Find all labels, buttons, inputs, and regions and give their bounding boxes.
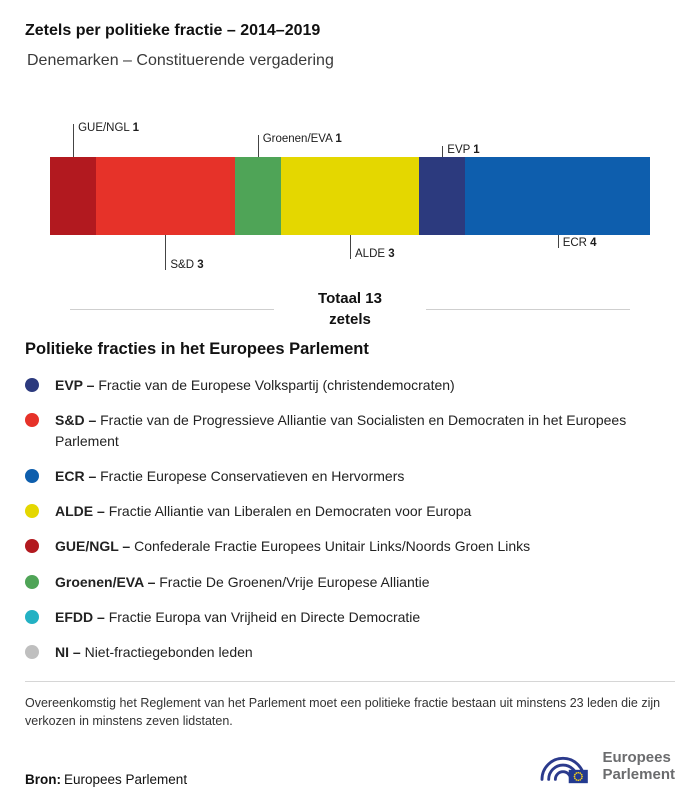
- callout-ecr: [558, 235, 597, 249]
- legend-color-dot: [25, 645, 39, 659]
- legend-color-dot: [25, 610, 39, 624]
- footnote: Overeenkomstig het Reglement van het Parlement moet een politieke fractie bestaan uit minstens 23 leden die zijn verkozen in minstens zeven lidstaten.: [25, 681, 675, 732]
- legend-item: [25, 501, 675, 521]
- europees-parlement-logo: [534, 745, 675, 787]
- bar-segment-gue-ngl: [50, 157, 96, 235]
- legend-item: [25, 375, 675, 395]
- total-rule-left: [70, 309, 274, 310]
- legend-color-dot: [25, 413, 39, 427]
- page-title: Zetels per politieke fractie – 2014–2019: [25, 22, 321, 39]
- chart-area: [50, 120, 650, 272]
- logo-line1: Europees: [602, 748, 671, 766]
- total-line2: zetels: [329, 311, 371, 328]
- segment-label-s-d: S&D 3: [170, 259, 204, 271]
- segment-label-alde: ALDE 3: [355, 248, 395, 260]
- segment-label-gue-ngl: GUE/NGL 1: [78, 122, 139, 134]
- logo-wordmark: [602, 749, 675, 784]
- bar-segment-groenen-eva: [235, 157, 281, 235]
- legend-item: [25, 572, 675, 592]
- total-seats: [70, 288, 630, 330]
- legend-item-text: ECR – Fractie Europese Conservatieven en Hervormers: [55, 467, 405, 484]
- total-rule-right: [426, 309, 630, 310]
- legend-item-text: S&D – Fractie van de Progressieve Alliantie van Socialisten en Democraten in het Europees Parlement: [55, 412, 627, 449]
- legend-item-text: NI – Niet-fractiegebonden leden: [55, 644, 253, 661]
- source-value: Europees Parlement: [64, 772, 188, 787]
- legend-item-text: GUE/NGL – Confederale Fractie Europees Unitair Links/Noords Groen Links: [55, 538, 531, 555]
- legend-item-text: EFDD – Fractie Europa van Vrijheid en Directe Democratie: [55, 609, 421, 626]
- legend-item-text: Groenen/EVA – Fractie De Groenen/Vrije Europese Alliantie: [55, 573, 430, 590]
- bar-segment-s-d: [96, 157, 234, 235]
- total-line1: Totaal 13: [318, 290, 382, 307]
- segment-label-groenen-eva: Groenen/EVA 1: [262, 133, 342, 145]
- bottom-row: [25, 745, 675, 787]
- legend-item: [25, 536, 675, 556]
- callout-s-d: [165, 235, 204, 271]
- legend-color-dot: [25, 378, 39, 392]
- legend-item-text: ALDE – Fractie Alliantie van Liberalen en Democraten voor Europa: [55, 503, 472, 520]
- legend-heading: Politieke fracties in het Europees Parlement: [25, 340, 369, 358]
- legend-item: [25, 642, 675, 662]
- bar-segment-evp: [419, 157, 465, 235]
- hemicycle-eu-flag-icon: [534, 745, 592, 787]
- segment-label-ecr: ECR 4: [562, 237, 597, 249]
- legend-item: [25, 607, 675, 627]
- page-subtitle: Denemarken – Constituerende vergadering: [27, 52, 334, 69]
- legend-color-dot: [25, 539, 39, 553]
- source-label: Bron:: [25, 772, 61, 787]
- legend-item-text: EVP – Fractie van de Europese Volkspartij (christendemocraten): [55, 377, 455, 393]
- callout-evp: [442, 144, 480, 157]
- legend-list: [25, 375, 675, 663]
- callout-groenen-eva: [258, 133, 342, 157]
- legend-color-dot: [25, 575, 39, 589]
- bar-segment-ecr: [465, 157, 650, 235]
- source-line: [25, 772, 187, 787]
- legend-item: [25, 410, 675, 451]
- stacked-bar: [50, 157, 650, 235]
- legend-color-dot: [25, 469, 39, 483]
- callout-gue-ngl: [73, 122, 139, 157]
- legend-color-dot: [25, 504, 39, 518]
- total-seats-label: [290, 288, 410, 330]
- legend-item: [25, 466, 675, 486]
- logo-line2: Parlement: [602, 766, 675, 783]
- segment-label-evp: EVP 1: [447, 144, 480, 156]
- bar-segment-alde: [281, 157, 419, 235]
- callout-alde: [350, 235, 395, 260]
